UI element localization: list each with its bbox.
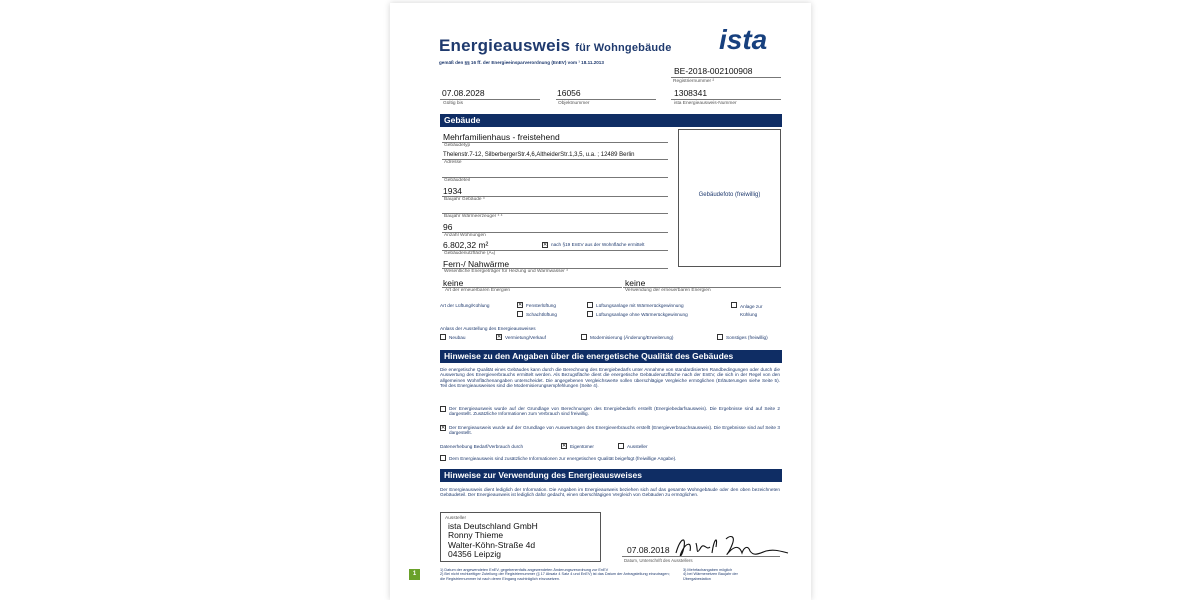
- units-value: 96: [443, 222, 453, 232]
- issuer-city: 04356 Leipzig: [448, 548, 501, 559]
- ventilation-recovery-label: Lüftungsanlage mit Wärmerückgewinnung: [596, 303, 684, 308]
- issuer-company: ista Deutschland GmbH: [448, 521, 538, 531]
- area-from-living-space-checkbox[interactable]: ✕: [543, 242, 548, 248]
- building-photo-placeholder: Gebäudefoto (freiwillig): [678, 129, 781, 267]
- building-type-value: Mehrfamilienhaus - freistehend: [443, 132, 560, 142]
- building-type-label: Gebäudetyp: [444, 143, 471, 148]
- construction-year-value: 1934: [443, 186, 462, 196]
- data-issuer-label: Aussteller: [627, 444, 648, 449]
- section-quality-header: Hinweise zu den Angaben über die energetische Qualität des Gebäudes: [440, 350, 782, 363]
- address-value: Thelenstr.7-12, SilberbergerStr.4,6,AltheiderStr.1,3,5, u.a. ; 12489 Berlin: [443, 152, 635, 158]
- demand-certificate-text: Der Energieausweis wurde auf der Grundlage von Berechnungen des Energiebedarfs erstellt (Energiebedarfsausweis). Die Ergebnisse sind auf Seite 2 dargestellt. Zusätzliche Informationen zum Verbrauch sind freiwillig.: [449, 406, 780, 417]
- section-building-header: Gebäude: [440, 114, 782, 127]
- shaft-ventilation-label: Schachtlüftung: [526, 312, 558, 317]
- ventilation-label: Art der Lüftung/Kühlung: [440, 303, 490, 308]
- units-label: Anzahl Wohnungen: [444, 233, 486, 238]
- registry-number-label: Registriernummer ²: [673, 79, 715, 84]
- registry-number-value: BE-2018-002100908: [674, 66, 753, 76]
- issuer-street: Walter-Köhn-Straße 4d: [448, 539, 536, 550]
- building-part-label: Gebäudeteil: [444, 178, 470, 183]
- construction-year-label: Baujahr Gebäude ³: [444, 197, 485, 202]
- data-owner-label: Eigentümer: [570, 444, 594, 449]
- occasion-new-checkbox[interactable]: [440, 334, 446, 340]
- occasion-other-checkbox[interactable]: [717, 334, 723, 340]
- issue-date-value: 07.08.2018: [627, 545, 670, 555]
- usable-area-label: Gebäudenutzfläche (Aₙ): [444, 251, 496, 256]
- footnotes-right: [683, 568, 761, 581]
- occasion-label: Anlass der Ausstellung des Energieausweises: [440, 326, 536, 331]
- footnotes-left: [440, 568, 670, 581]
- divider: [671, 77, 781, 78]
- section-usage-header: Hinweise zur Verwendung des Energieausweises: [440, 469, 782, 482]
- ista-logo: [717, 23, 781, 53]
- page-title: Energieausweis für Wohngebäude: [439, 36, 672, 55]
- page-subtitle: für Wohngebäude: [575, 42, 672, 54]
- data-owner-checkbox[interactable]: ✕: [562, 443, 567, 449]
- svg-text:ista: ista: [719, 24, 768, 53]
- data-issuer-checkbox[interactable]: [618, 443, 624, 449]
- divider: [442, 159, 668, 160]
- valid-until-value: 07.08.2028: [442, 88, 485, 98]
- footnote-2: 2) Bei nicht rechtzeitiger Zuteilung der Registriernummer (§ 17 Absatz 4 Satz 4 und EnEV) ist das Datum der Antragstellung einzutragen; die Registriernummer ist nach deren Eingang nachträglich einzusetzen.: [440, 572, 670, 581]
- usable-area-value: 6.802,32 m²: [443, 240, 489, 250]
- divider: [556, 99, 656, 100]
- issuer-person: Ronny Thieme: [448, 530, 504, 541]
- heater-year-label: Baujahr Wärmeerzeuger ³ ⁴: [444, 214, 503, 219]
- area-from-living-space-label: nach §19 EnEV aus der Wohnfläche ermittelt: [551, 242, 645, 247]
- ista-number-value: 1308341: [674, 88, 708, 98]
- occasion-rent-checkbox[interactable]: ✕: [497, 334, 502, 340]
- shaft-ventilation-checkbox[interactable]: [517, 311, 523, 317]
- consumption-certificate-text: Der Energieausweis wurde auf der Grundlage von Auswertungen des Energieverbrauchs erstellt (Energieverbrauchsausweis). Die Ergebnisse sind auf Seite 3 dargestellt.: [449, 425, 780, 436]
- issuer-box: [440, 512, 601, 562]
- extra-info-label: Dem Energieausweis sind zusätzliche Informationen zur energetischen Qualität beigefügt (freiwillige Angabe).: [449, 456, 677, 461]
- ventilation-no-recovery-label: Lüftungsanlage ohne Wärmerückgewinnung: [596, 312, 688, 317]
- energy-carrier-label: Wesentliche Energieträger für Heizung und Warmwasser ³: [444, 269, 568, 274]
- divider: [440, 99, 540, 100]
- ista-number-label: ista Energieausweis-Nummer: [674, 101, 737, 106]
- object-number-label: Objektnummer: [558, 101, 590, 106]
- window-ventilation-label: Fensterlüftung: [526, 303, 556, 308]
- renewable-type-label: Art der erneuerbaren Energien: [445, 288, 511, 293]
- occasion-modernisation-checkbox[interactable]: [581, 334, 587, 340]
- divider: [442, 177, 668, 178]
- renewable-use-label: Verwendung der erneuerbaren Energien: [625, 288, 711, 293]
- data-collection-label: Datenerhebung Bedarf/Verbrauch durch: [440, 444, 524, 449]
- divider: [622, 556, 780, 557]
- energy-carrier-value: Fern-/ Nahwärme: [443, 259, 510, 269]
- cooling-checkbox[interactable]: [731, 302, 737, 308]
- footnote-3: 3) Mehrfachangaben möglich: [683, 568, 733, 572]
- extra-info-checkbox[interactable]: [440, 455, 446, 461]
- divider: [671, 99, 781, 100]
- object-number-value: 16056: [557, 88, 581, 98]
- issuer-address: [448, 522, 538, 559]
- consumption-certificate-checkbox[interactable]: ✕: [441, 425, 446, 431]
- footnote-4: 4) bei Wärmenetzen Baujahr der Übergabestation: [683, 572, 738, 581]
- occasion-rent-label: Vermietung/Verkauf: [505, 335, 546, 340]
- occasion-new-label: Neubau: [449, 335, 466, 340]
- footnote-1: 1) Datum der angewendeten EnEV, gegebenenfalls angewendeten Änderungsverordnung zur EnEV: [440, 568, 609, 572]
- usage-notice-text: Der Energieausweis dient lediglich der Information. Die Angaben im Energieausweis beziehen sich auf das gesamte Wohngebäude oder den oben bezeichneten Gebäudeteil. Der Energieausweis ist lediglich dafür gedacht, einen überschlägigen Vergleich von Gebäuden zu ermöglichen.: [440, 487, 780, 498]
- address-label: Adresse: [444, 160, 462, 165]
- valid-until-label: Gültig bis: [443, 101, 463, 106]
- legal-basis: gemäß den §§ 16 ff. der Energieeinsparverordnung (EnEV) vom ¹ 18.11.2013: [439, 60, 604, 65]
- demand-certificate-checkbox[interactable]: [440, 406, 446, 412]
- certificate-page: [390, 3, 811, 600]
- renewable-use-value: keine: [625, 278, 646, 288]
- ventilation-no-recovery-checkbox[interactable]: [587, 311, 593, 317]
- cooling-label: Anlage zur Kühlung: [740, 304, 763, 317]
- occasion-modernisation-label: Modernisierung (Änderung/Erweiterung): [590, 335, 674, 340]
- page-number-badge: 1: [409, 569, 420, 580]
- ventilation-recovery-checkbox[interactable]: [587, 302, 593, 308]
- quality-intro-text: Die energetische Qualität eines Gebäudes kann durch die Berechnung des Energiebedarfs unter Annahme von standardisierten Randbedingungen oder durch die Auswertung des Energieverbrauchs ermittelt werden. Als Bezugsfläche dient die energetische Gebäudenutzfläche nach der EnEV, die sich in der Regel von den allgemeinen Wohnflächenangaben unterscheidet. Die angegebenen Vergleichswerte sollen überschlägige Vergleiche ermöglichen (Erläuterungen siehe Seite 5). Teil des Energieausweises sind die Modernisierungsempfehlungen (Seite 4).: [440, 367, 780, 388]
- occasion-other-label: Sonstiges (freiwillig): [726, 335, 768, 340]
- issuer-label: Aussteller: [445, 516, 467, 521]
- divider: [442, 142, 668, 143]
- issue-date-label: Datum, Unterschrift des Ausstellers: [624, 558, 693, 563]
- window-ventilation-checkbox[interactable]: ✕: [518, 302, 523, 308]
- renewable-type-value: keine: [443, 278, 464, 288]
